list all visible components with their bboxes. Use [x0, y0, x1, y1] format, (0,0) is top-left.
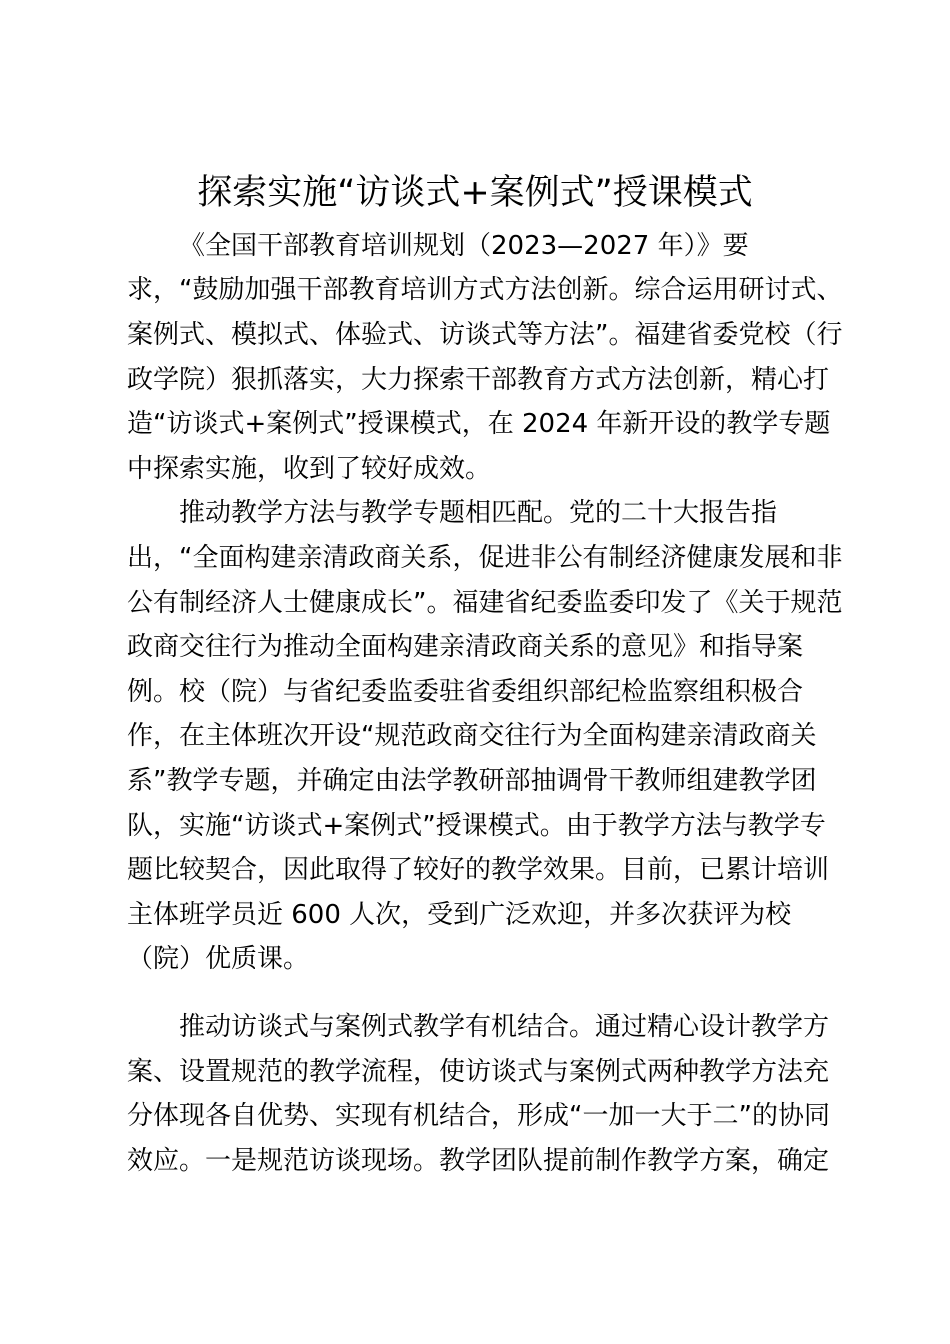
paragraph-line: 中探索实施，收到了较好成效。: [127, 454, 492, 484]
paragraph-line: 政商交往行为推动全面构建亲清政商关系的意见》和指导案: [127, 632, 804, 662]
paragraph-line: 推动访谈式与案例式教学有机结合。通过精心设计教学方: [179, 1012, 830, 1042]
paragraph-line: （院）优质课。: [127, 944, 310, 974]
paragraph-line: 效应。一是规范访谈现场。教学团队提前制作教学方案，确定: [127, 1146, 830, 1176]
paragraph-line: 造“访谈式+案例式”授课模式，在 2024 年新开设的教学专题: [127, 409, 831, 439]
paragraph-line: 系”教学专题，并确定由法学教研部抽调骨干教师组建教学团: [127, 766, 817, 796]
paragraph-line: 例。校（院）与省纪委监委驻省委组织部纪检监察组积极合: [127, 677, 804, 707]
paragraph-line: 公有制经济人士健康成长”。福建省纪委监委印发了《关于规范: [127, 588, 843, 618]
document-title: 探索实施“访谈式+案例式”授课模式: [197, 173, 753, 213]
paragraph-line: 题比较契合，因此取得了较好的教学效果。目前，已累计培训: [127, 855, 830, 885]
paragraph-line: 《全国干部教育培训规划（2023—2027 年）》要: [179, 231, 749, 261]
paragraph-line: 政学院）狠抓落实，大力探索干部教育方式方法创新，精心打: [127, 365, 830, 395]
paragraph-line: 作，在主体班次开设“规范政商交往行为全面构建亲清政商关: [127, 721, 817, 751]
paragraph-line: 推动教学方法与教学专题相匹配。党的二十大报告指: [179, 498, 778, 528]
paragraph-line: 出，“全面构建亲清政商关系，促进非公有制经济健康发展和非: [127, 543, 843, 573]
paragraph-line: 主体班学员近 600 人次，受到广泛欢迎，并多次获评为校: [127, 900, 792, 930]
paragraph-line: 案、设置规范的教学流程，使访谈式与案例式两种教学方法充: [127, 1057, 830, 1087]
paragraph-line: 队，实施“访谈式+案例式”授课模式。由于教学方法与教学专: [127, 811, 826, 841]
paragraph-line: 求，“鼓励加强干部教育培训方式方法创新。综合运用研讨式、: [127, 275, 843, 305]
paragraph-line: 分体现各自优势、实现有机结合，形成“一加一大于二”的协同: [127, 1101, 830, 1131]
paragraph-line: 案例式、模拟式、体验式、访谈式等方法”。福建省委党校（行: [127, 320, 843, 350]
